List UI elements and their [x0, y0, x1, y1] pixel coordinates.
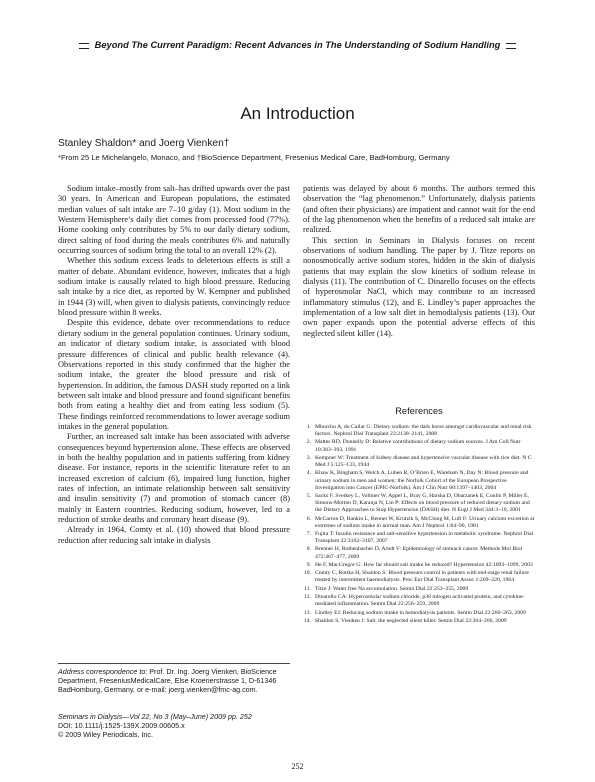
reference-text: Shaldon S, Vienken J: Salt, the neglected silent killer. Semin Dial 22:264–266, 2009: [315, 618, 507, 625]
reference-item: 1. Mhurchu A, du Cailar G: Dietary sodium: the dark horse amongst cardiovascular and renal risk factors. Nephrol Dial Transplant 23:2138–2141, 2008: [306, 424, 532, 438]
body-paragraph: Already in 1964, Comty et al. (10) showed that blood pressure reduction after reducing salt intake in dialysis: [58, 525, 290, 545]
running-header: [40, 40, 555, 50]
journal-doi: DOI: 10.1111/j.1525-139X.2009.00605.x: [58, 722, 185, 730]
reference-item: 13. Lindley EJ: Reducing sodium intake in hemodialysis patients. Semin Dial 22:260–263, 2009: [303, 609, 526, 616]
reference-text: Mattes RD, Donnelly D: Relative contributions of dietary sodium sources. J Am Coll Nutr 10:383–393, 1991: [315, 439, 521, 453]
reference-item: 12. Dinarello CA: Hyperosmolar sodium chloride, p38 mitogen activated protein, and cytokine-mediated inflammation. Semin Dial 22:256–259, 2009: [303, 594, 525, 608]
reference-text: Kempner W: Treatment of kidney disease and hypertensive vascular disease with rice diet. N C Med J 5:125–133, 1944: [315, 454, 532, 469]
reference-text: Fujita T: Insulin resistance and salt-sensitive hypertension in metabolic syndrome. Nephrol Dial Transplant 22:3102–3107, 2007: [315, 531, 534, 545]
reference-item: 7. Fujita T: Insulin resistance and salt-sensitive hypertension in metabolic syndrome. Nephrol Dial Transplant 22:3102–3107, 2007: [306, 531, 534, 545]
body-paragraph: Further, an increased salt intake has been associated with adverse consequences beyond hypertension alone. These effects are observed in both the healthy population and in patients suffering from kidney disease. For instance, reports in the scientific literature refer to an increased excretion of calcium (6), impaired lung function, higher rates of infection, an intimate relationship between salt sensitivity and insulin sensitivity (7) and promotion of stomach cancer (8) mainly in Eastern countries. Reducing sodium, however, led to a reduction of stroke deaths and coronary heart disease (9).: [58, 432, 290, 524]
reference-text: McCarron D, Rankin L, Bennet W, Krutzik S, McClung M, Luft F: Urinary calcium excretion at extremes of sodium intake in normal man. Am J Nephrol 1:84–90, 1981: [315, 515, 535, 529]
reference-item: 14. Shaldon S, Vienken J: Salt, the neglected silent killer. Semin Dial 22:264–266, 2009: [303, 618, 507, 625]
body-column-right: [303, 184, 535, 339]
reference-item: 5. Sacks F, Svetkey L, Vollmer W, Appel L, Bray G, Harsha D, Obarzanek E, Conlin P, Miller E, Simons-Morton D, Karanja N, Lin P: Effects on blood pressure of reduced dietary sodium and the Dietary Approaches to Stop Hypertension (DASH) diet. N Engl J Med 344:3–10, 2001: [306, 492, 530, 514]
body-paragraph-continued: patients was delayed by about 6 months. The authors termed this observation the “lag phenomenon.” Unfortunately, dialysis patients (and often their physicians) are impatient and cannot wait for the end of the lag phenomenon when the benefits of a reduced salt intake are realized.: [303, 184, 535, 235]
correspondence-label: Address correspondence to:: [58, 668, 148, 676]
reference-item: 8. Brenner H, Rothenbacher D, Arndt V: Epidemiology of stomach cancer. Methods Mol Biol 472:467–477, 2009: [306, 546, 523, 560]
reference-text: Brenner H, Rothenbacher D, Arndt V: Epidemiology of stomach cancer. Methods Mol Biol 472:467–477, 2009: [315, 546, 523, 560]
article-authors: Stanley Shaldon* and Joerg Vienken†: [58, 138, 230, 149]
reference-item: 9. He F, MacGregor G: How far should salt intake be reduced? Hypertension 42:1093–1099, 2003: [306, 561, 533, 568]
reference-text: Lindley EJ: Reducing sodium intake in hemodialysis patients. Semin Dial 22:260–263, 2009: [315, 609, 526, 616]
correspondence-text: Prof. Dr. Ing. Joerg Vienken, BioScience Department, FreseniusMedicalCare, Else Kroenerstrasse 1, D-61346 BadHomburg, Germany, or e-mail: joerg.vienken@fmc-ag.com.: [58, 668, 277, 694]
body-paragraph: Whether this sodium excess leads to deleterious effects is still a matter of debate. Abundant evidence, however, indicates that a high sodium intake is causally related to high blood pressure. Reducing salt intake by a rice diet, as reported by W. Kempner and published in 1944 (3) will, when given to dialysis patients, convincingly reduce blood pressure within 8 weeks.: [58, 256, 290, 318]
body-column-left: [58, 184, 290, 546]
footnote-divider: [58, 663, 290, 664]
reference-item: 11. Titze J: Water free Na accumulation. Semin Dial 22:253–255, 2009: [304, 585, 469, 592]
page-number: 252: [291, 762, 304, 771]
correspondence-note: [58, 668, 292, 695]
running-title: Beyond The Current Paradigm: Recent Advances in The Understanding of Sodium Handling: [94, 40, 501, 50]
journal-citation: Seminars in Dialysis—Vol 22, No 3 (May–June) 2009 pp. 252: [58, 713, 252, 721]
body-paragraph: Sodium intake–mostly from salt–has drifted upwards over the past 30 years. In American and European populations, the estimated median values of salt intake are 7–10 g/day (1). Most sodium in the Western Hemisphere’s daily diet comes from processed food (77%). Home cooking only contributes by 5% to our daily dietary sodium, direct salting of food during the meals contributes 6% and naturally occurring sources of sodium bring the total to an overall 12% (2).: [58, 184, 290, 256]
reference-text: He F, MacGregor G: How far should salt intake be reduced? Hypertension 42:1093–1099, 2003: [315, 561, 533, 568]
reference-text: Dinarello CA: Hyperosmolar sodium chloride, p38 mitogen activated protein, and cytokine-mediated inflammation. Semin Dial 22:256–259, 2009: [315, 594, 525, 608]
reference-text: Khaw K, Bingham S, Welch A, Luben R, O’Brien E, Wareham N, Day N: Blood pressure and urinary sodium in men and women: the Norfolk Cohort of the European Prospective Investigation into Cancer (EPIC-Norfolk). Am J Clin Nutr 80:1397–1403, 2004: [315, 470, 529, 491]
article-affiliation: *From 25 Le Michelangelo, Monaco, and †BioScience Department, Fresenius Medical Care, BadHomburg, Germany: [58, 153, 450, 162]
reference-item: 10. Comty C, Rottka H, Shaldon S: Blood pressure control in patients with end-stage renal failure treated by intermittent haemodialysis. Proc Eur Dial Transplant Assoc 1:209–220, 1964: [303, 570, 529, 584]
header-rule-right: [506, 43, 516, 49]
reference-item: 2. Mattes RD, Donnelly D: Relative contributions of dietary sodium sources. J Am Coll Nutr 10:383–393, 1991: [306, 439, 521, 453]
journal-copyright: © 2009 Wiley Periodicals, Inc.: [58, 731, 153, 739]
journal-info: [58, 713, 292, 740]
reference-item: 3. Kempner W: Treatment of kidney disease and hypertensive vascular disease with rice diet. N C Med J 5:125–133, 1944: [306, 454, 532, 469]
article-title: An Introduction: [240, 104, 355, 123]
reference-text: Mhurchu A, du Cailar G: Dietary sodium: the dark horse amongst cardiovascular and renal risk factors. Nephrol Dial Transplant 23:2138–2141, 2008: [315, 424, 532, 438]
body-paragraph: Despite this evidence, debate over recommendations to reduce dietary sodium in the general population continues. Urinary sodium, an indicator of dietary sodium intake, is associated with blood pressure differences of clinical and public health relevance (4). Observations reported in this study confirmed that the higher the sodium intake, the greater the blood pressure and risk of hypertension. In addition, the famous DASH study reported on a link between salt intake and blood pressure and found significant benefits both from eating a healthy diet and from eating less sodium (5). These findings reinforced recommendations to lower average sodium intakes in the general population.: [58, 318, 290, 431]
reference-item: 6. McCarron D, Rankin L, Bennet W, Krutzik S, McClung M, Luft F: Urinary calcium excretion at extremes of sodium intake in normal man. Am J Nephrol 1:84–90, 1981: [306, 515, 535, 529]
reference-list: [303, 424, 535, 627]
references-heading: References: [395, 406, 443, 416]
reference-item: 4. Khaw K, Bingham S, Welch A, Luben R, O’Brien E, Wareham N, Day N: Blood pressure and urinary sodium in men and women: the Norfolk Cohort of the European Prospective Investigation into Cancer (EPIC-Norfolk). Am J Clin Nutr 80:1397–1403, 2004: [306, 470, 529, 491]
reference-text: Titze J: Water free Na accumulation. Semin Dial 22:253–255, 2009: [315, 585, 469, 592]
reference-text: Comty C, Rottka H, Shaldon S: Blood pressure control in patients with end-stage renal failure treated by intermittent haemodialysis. Proc Eur Dial Transplant Assoc 1:209–220, 1964: [315, 570, 529, 584]
body-paragraph: This section in Seminars in Dialysis focuses on recent observations of sodium handling. The paper by J. Titze reports on nonosmotically active sodium stores, hidden in the skin of dialysis patients that may explain the slow kinetics of sodium release in dialysis (11). The contribution of C. Dinarello focuses on the effects of hyperosmolar NaCl, which may contribute to an increased inflammatory stimulus (12), and E. Lindley’s paper approaches the implementation of a low salt diet in hemodialysis patients (13). Our own paper expands upon the potential adverse effects of this neglected silent killer (14).: [303, 235, 535, 338]
header-rule-left: [79, 43, 89, 49]
reference-text: Sacks F, Svetkey L, Vollmer W, Appel L, Bray G, Harsha D, Obarzanek E, Conlin P, Miller E, Simons-Morton D, Karanja N, Lin P: Effects on blood pressure of reduced dietary sodium and the Dietary Approaches to Stop Hypertension (DASH) diet. N Engl J Med 344:3–10, 2001: [315, 492, 530, 514]
